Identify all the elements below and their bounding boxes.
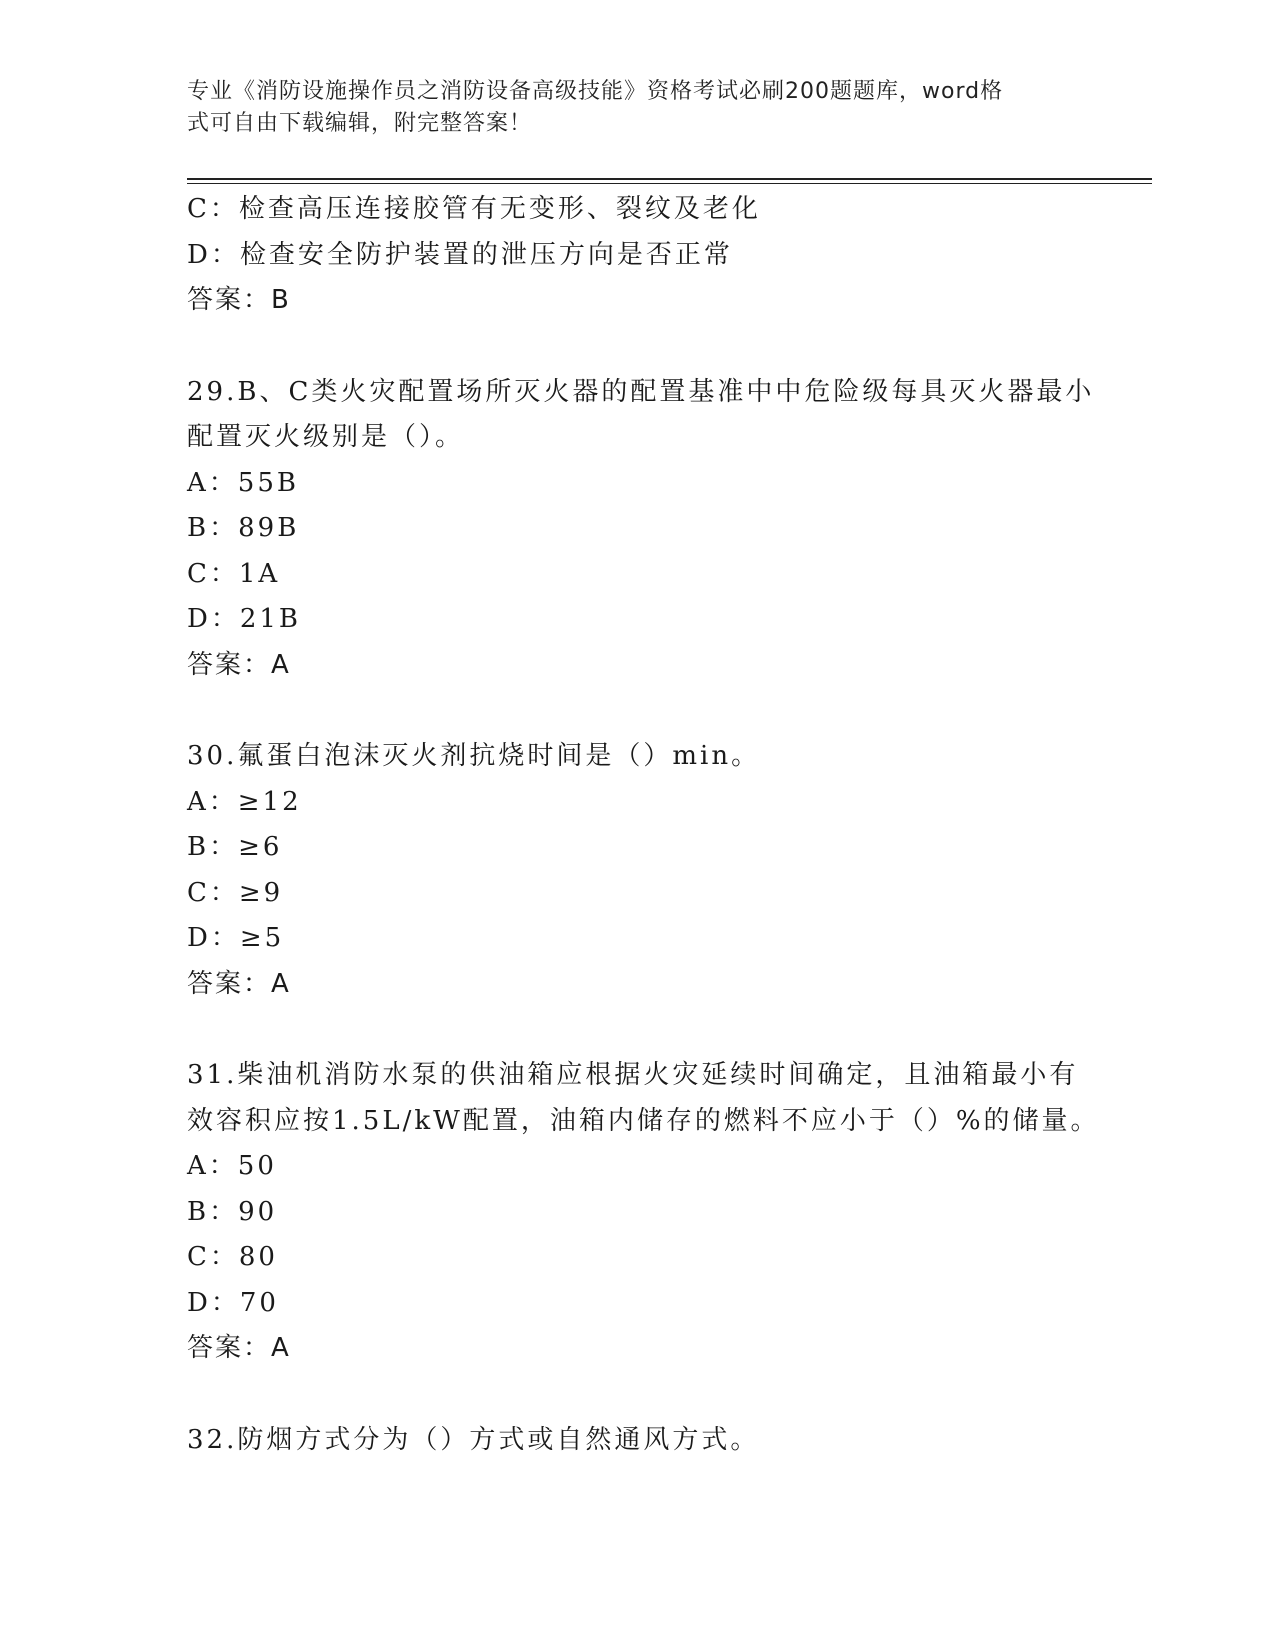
answer-line: 答案：A	[187, 1333, 291, 1363]
option-c: C：80	[187, 1242, 278, 1272]
question-28-tail	[187, 187, 1087, 324]
answer-line: 答案：A	[187, 649, 291, 680]
question-stem: 效容积应按1.5L/kW配置，油箱内储存的燃料不应小于（）%的储量。	[187, 1105, 1100, 1136]
option-c: C：≥9	[187, 877, 284, 908]
question-29	[187, 370, 1095, 689]
question-31	[187, 1053, 1100, 1372]
question-stem: 30.氟蛋白泡沫灭火剂抗烧时间是（）min。	[187, 741, 761, 771]
question-stem: 配置灭火级别是（）。	[187, 422, 465, 452]
option-a: A：≥12	[187, 786, 302, 817]
spacer	[187, 1372, 1087, 1418]
question-stem: 29.B、C类火灾配置场所灭火器的配置基准中中危险级每具灭火器最小	[187, 376, 1095, 407]
option-c: C：检查高压连接胶管有无变形、裂纹及老化	[187, 194, 761, 224]
header-rule-thin	[187, 183, 1152, 184]
option-b: B：≥6	[187, 832, 283, 862]
header-line-2: 式可自由下载编辑，附完整答案！	[187, 111, 533, 136]
option-d: D：21B	[187, 604, 302, 634]
option-b: B：90	[187, 1196, 278, 1227]
answer-line: 答案：A	[187, 968, 291, 999]
header-rule-thick	[187, 178, 1152, 180]
question-list	[187, 187, 1100, 1463]
answer-line: 答案：B	[187, 285, 291, 315]
question-32	[187, 1418, 1087, 1464]
option-d: D：检查安全防护装置的泄压方向是否正常	[187, 239, 733, 270]
header-line-1: 专业《消防设施操作员之消防设备高级技能》资格考试必刷200题题库，word格	[187, 79, 1004, 104]
question-stem: 31.柴油机消防水泵的供油箱应根据火灾延续时间确定，且油箱最小有	[187, 1060, 1079, 1090]
question-30	[187, 734, 1087, 1007]
option-d: D：70	[187, 1287, 279, 1318]
spacer	[187, 324, 1087, 370]
question-stem: 32.防烟方式分为（）方式或自然通风方式。	[187, 1424, 760, 1455]
option-a: A：50	[187, 1151, 277, 1181]
option-c: C：1A	[187, 558, 281, 589]
option-d: D：≥5	[187, 923, 285, 953]
option-b: B：89B	[187, 513, 300, 543]
spacer	[187, 1007, 1087, 1053]
document-header	[187, 76, 1057, 140]
spacer	[187, 688, 1087, 734]
option-a: A：55B	[187, 467, 299, 498]
